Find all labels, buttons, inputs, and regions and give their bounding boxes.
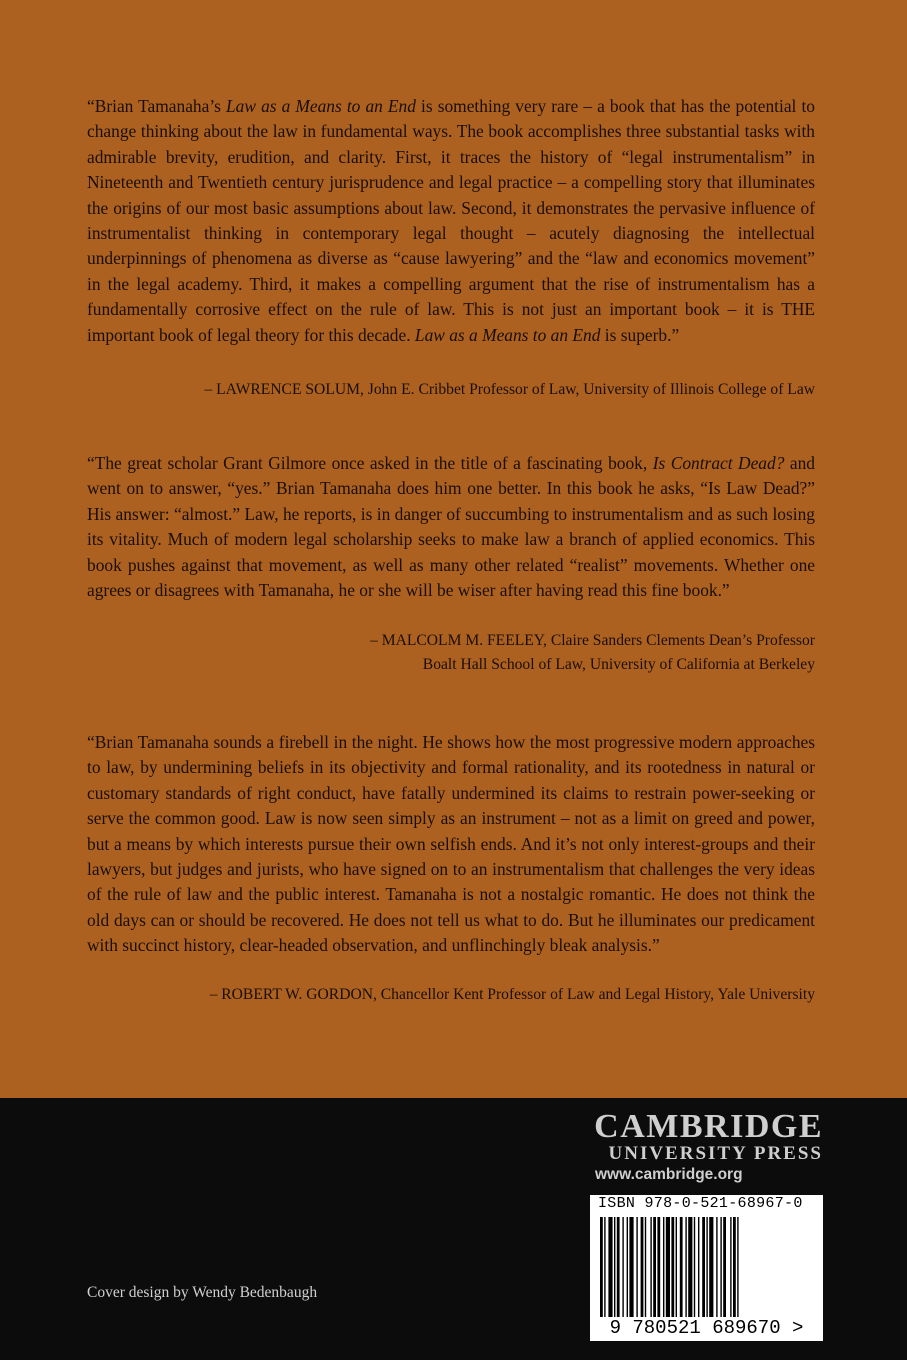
barcode-bar: [698, 1217, 699, 1317]
barcode-bar: [723, 1217, 726, 1317]
barcode-bar: [650, 1217, 651, 1317]
isbn-label: ISBN 978-0-521-68967-0: [598, 1195, 803, 1212]
barcode-bar: [657, 1217, 660, 1317]
publisher-name: CAMBRIDGE: [594, 1108, 823, 1145]
barcode-digits: 9 780521 689670 >: [590, 1317, 823, 1339]
barcode-bar: [645, 1217, 646, 1317]
barcode-bar: [737, 1217, 738, 1317]
quote-text: “The great scholar Grant Gilmore once asked in the title of a fascinating book,: [87, 453, 653, 473]
endorsement-quote-solum: [87, 94, 815, 348]
barcode-bar: [629, 1217, 633, 1317]
barcode-bar: [636, 1217, 637, 1317]
barcode-bar: [733, 1217, 736, 1317]
barcode-bar: [676, 1217, 677, 1317]
barcode-bars: [598, 1217, 815, 1317]
barcode-bar: [600, 1217, 603, 1317]
cover-design-credit: Cover design by Wendy Bedenbaugh: [87, 1284, 318, 1301]
barcode-bar: [716, 1217, 717, 1317]
publisher-footer: [0, 1098, 907, 1360]
barcode-bar: [709, 1217, 713, 1317]
attribution-feeley-line2: Boalt Hall School of Law, University of California at Berkeley: [422, 656, 815, 673]
barcode-bar: [614, 1217, 615, 1317]
barcode-bar: [680, 1217, 683, 1317]
barcode-bar: [688, 1217, 692, 1317]
endorsement-quote-feeley: [87, 451, 815, 603]
quote-text: “Brian Tamanaha’s: [87, 96, 227, 116]
publisher-subtitle: UNIVERSITY PRESS: [608, 1143, 823, 1164]
barcode-bar: [641, 1217, 644, 1317]
barcode-bar: [604, 1217, 605, 1317]
barcode-bar: [720, 1217, 721, 1317]
quote-text: is superb.”: [600, 324, 680, 345]
attribution-gordon: – ROBERT W. GORDON, Chancellor Kent Professor of Law and Legal History, Yale University: [209, 986, 815, 1003]
book-title: Is Contract Dead?: [652, 453, 785, 473]
barcode-bar: [685, 1217, 686, 1317]
barcode-bar: [671, 1217, 674, 1317]
barcode-bar: [627, 1217, 628, 1317]
barcode-bar: [694, 1217, 695, 1317]
attribution-feeley-line1: – MALCOLM M. FEELEY, Claire Sanders Clements Dean’s Professor: [370, 632, 815, 649]
barcode-bar: [666, 1217, 670, 1317]
barcode-bar: [608, 1217, 612, 1317]
barcode-bar: [663, 1217, 664, 1317]
publisher-url[interactable]: www.cambridge.org: [595, 1166, 743, 1183]
barcode-bar: [617, 1217, 620, 1317]
isbn-barcode: [590, 1195, 823, 1341]
book-title: Law as a Means to an End: [226, 96, 416, 116]
barcode-bar: [730, 1217, 731, 1317]
barcode-bar: [702, 1217, 705, 1317]
quote-text: is something very rare – a book that has the potential to change thinking about the law in fundamental ways. The book accomplishes three substantial tasks with admirable brevity, erudition, and clarity. First, it traces the history of “legal instrumentalism” in Nineteenth and Twentieth century jurisprudence and legal practice – a compelling story that illuminates the origins of our most basic assumptions about law. Second, it demonstrates the pervasive influence of instrumentalist thinking in contemporary legal thought – acutely diagnosing the intellectual underpinnings of phenomena as diverse as “cause lawyering” and the “law and economics movement” in the legal academy. Third, it makes a compelling argument that the rise of instrumentalism has a fundamentally corrosive effect on the rule of law. This is not just an important book – it is THE important book of legal theory for this decade.: [87, 96, 815, 345]
attribution-solum: – LAWRENCE SOLUM, John E. Cribbet Professor of Law, University of Illinois College of Law: [204, 381, 815, 398]
quote-text: and went on to answer, “yes.” Brian Tamanaha does him one better. In this book he asks, “Is Law Dead?” His answer: “almost.” Law, he reports, is in danger of succumbing to instrumentalism and as such losing its vitality. Much of modern legal scholarship seeks to make law a branch of applied economics. This book pushes against that movement, as well as many other related “realist” movements. Whether one agrees or disagrees with Tamanaha, he or she will be wiser after having read this fine book.”: [87, 453, 815, 601]
barcode-bar: [706, 1217, 707, 1317]
barcode-bar: [653, 1217, 656, 1317]
book-title: Law as a Means to an End: [414, 324, 601, 345]
barcode-bar: [622, 1217, 623, 1317]
endorsement-quote-gordon: “Brian Tamanaha sounds a firebell in the night. He shows how the most progressive modern approaches to law, by undermining beliefs in its objectivity and formal rationality, and its rootedness in natural or customary standards of right conduct, have fatally undermined its claims to restrain power-seeking or serve the common good. Law is now seen simply as an instrument – not as a limit on greed and power, but a means by which interests pursue their own selfish ends. And it’s not only interest-groups and their lawyers, but judges and jurists, who have signed on to an instrumentalism that challenges the very ideas of the rule of law and the public interest. Tamanaha is not a nostalgic romantic. He does not think the old days can or should be recovered. He does not tell us what to do. But he illuminates our predicament with succinct history, clear-headed observation, and unflinchingly bleak analysis.”: [87, 732, 815, 956]
